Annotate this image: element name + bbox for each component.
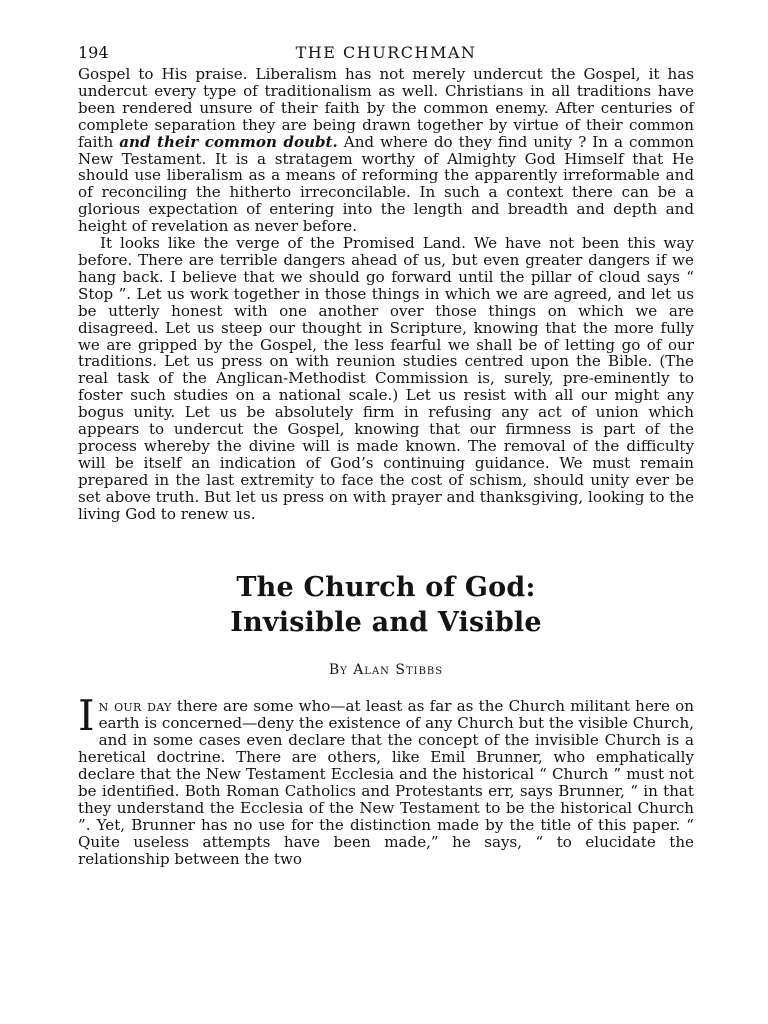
- page-header: [78, 40, 694, 66]
- article-opening-paragraph: [78, 691, 694, 868]
- lead-in: n our day: [98, 697, 172, 716]
- running-title: THE CHURCHMAN: [295, 43, 477, 62]
- article-title: [78, 570, 694, 640]
- page: [78, 40, 694, 868]
- emphasis-text: and their common doubt.: [119, 132, 338, 151]
- paragraph-continuation: [78, 66, 694, 235]
- title-line-2: Invisible and Visible: [230, 607, 542, 639]
- paragraph-text: Gospel to His praise. Liberalism has not merely undercut the Gospel, it has undercut every type of traditionalism as well. Christians in all traditions have been rendered unsure of their faith by the common enemy. After centuries of complete separation they are being drawn together by virtue of their common faith: [78, 65, 694, 151]
- paragraph-promised-land: It looks like the verge of the Promised Land. We have not been this way before. There are terrible dangers ahead of us, but even greater dangers if we hang back. I believe that we should go forward until the pillar of cloud says “ Stop ”. Let us work together in those things in which we are agreed, and let us be utterly honest with one another over those things on which we are disagreed. Let us steep our thought in Scripture, knowing that the more fully we are gripped by the Gospel, the less fearful we shall be of letting go of our traditions. Let us press on with reunion studies centred upon the Bible. (The real task of the Anglican-Methodist Commission is, surely, pre-eminently to foster such studies on a national scale.) Let us resist with all our might any bogus unity. Let us be absolutely firm in refusing any act of union which appears to undercut the Gospel, knowing that our firmness is part of the process whereby the divine will is made known. The removal of the difficulty will be itself an indication of God’s continuing guidance. We must remain prepared in the last extremity to face the cost of schism, should unity ever be set above truth. But let us press on with prayer and thanksgiving, looking to the living God to renew us.: [78, 234, 694, 523]
- byline: By Alan Stibbs: [328, 662, 444, 679]
- drop-cap: I: [78, 691, 95, 741]
- paragraph-text: there are some who—at least as far as the Church militant here on earth is concerned—deny the existence of any Church but the visible Church, and in some cases even declare that the concept of the invisible Church is a heretical doctrine. There are others, like Emil Brunner, who emphatically declare that the New Testament Ecclesia and the historical “ Church ” must not be identified. Both Roman Catholics and Protestants err, says Brunner, “ in that they understand the Ecclesia of the New Testament to be the historical Church ”. Yet, Brunner has no use for the distinction made by the title of this paper. “ Quite useless attempts have been made,” he says, “ to elucidate the relationship between the two: [78, 697, 694, 868]
- title-line-1: The Church of God:: [236, 572, 536, 604]
- page-number: 194: [78, 43, 109, 62]
- paragraph-text: And where do they find unity ? In a common New Testament. It is a stratagem worthy of Almighty God Himself that He should use liberalism as a means of reforming the apparently irreformable and of reconciling the hitherto irreconcilable. In such a context there can be a glorious expectation of entering into the length and breadth and depth and height of revelation as never before.: [78, 132, 694, 236]
